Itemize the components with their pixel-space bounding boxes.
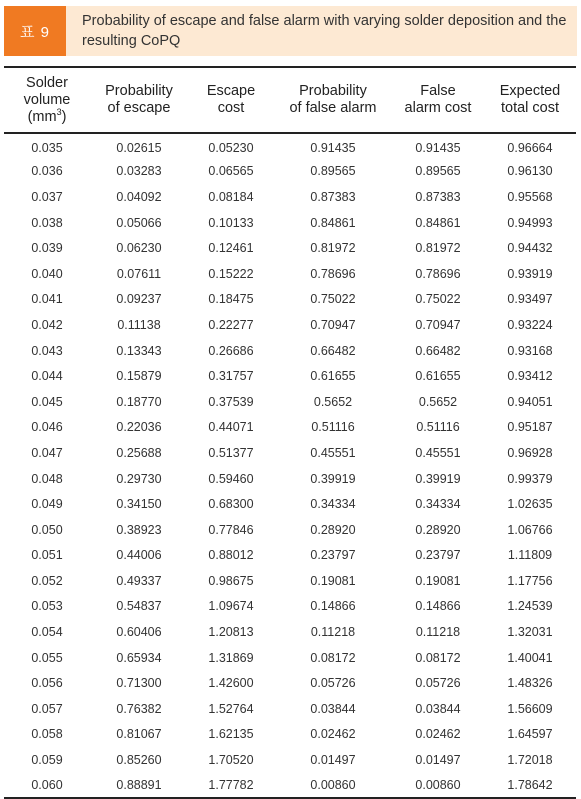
cell-false-alarm-cost: 0.23797 xyxy=(415,548,461,563)
table-row xyxy=(4,261,576,287)
cell-expected-total-cost: 0.95568 xyxy=(507,189,553,204)
header-false-alarm-cost: False alarm cost xyxy=(404,83,472,116)
table-row xyxy=(4,670,576,696)
cell-false-alarm-cost: 0.51116 xyxy=(416,420,460,435)
cell-escape-cost: 1.52764 xyxy=(208,701,254,716)
header-solder-volume: Solder volume $(mm^3)$ xyxy=(23,74,71,125)
cell-expected-total-cost: 0.93919 xyxy=(507,266,553,281)
cell-expected-total-cost: 0.96664 xyxy=(507,141,553,156)
cell-expected-total-cost: 1.40041 xyxy=(507,650,553,665)
header-expected-total-cost: Expected total cost xyxy=(499,83,561,116)
cell-expected-total-cost: 1.56609 xyxy=(507,701,553,716)
cell-probability-of-escape: 0.81067 xyxy=(116,727,162,742)
cell-false-alarm-cost: 0.61655 xyxy=(415,369,461,384)
cell-solder-volume: 0.056 xyxy=(31,676,63,691)
cell-solder-volume: 0.057 xyxy=(31,701,63,716)
cell-probability-of-escape: 0.25688 xyxy=(116,445,162,460)
cell-false-alarm-cost: 0.81972 xyxy=(415,241,461,256)
cell-solder-volume: 0.055 xyxy=(31,650,63,665)
cell-solder-volume: 0.054 xyxy=(31,625,63,640)
cell-expected-total-cost: 0.96130 xyxy=(507,164,553,179)
cell-probability-of-escape: 0.85260 xyxy=(116,753,162,768)
cell-probability-of-escape: 0.60406 xyxy=(116,625,162,640)
cell-escape-cost: 1.77782 xyxy=(208,778,254,793)
cell-escape-cost: 1.31869 xyxy=(208,650,254,665)
cell-solder-volume: 0.044 xyxy=(31,369,63,384)
cell-solder-volume: 0.036 xyxy=(31,164,63,179)
cell-expected-total-cost: 1.06766 xyxy=(507,522,553,537)
table-row xyxy=(4,312,576,338)
table-title: Probability of escape and false alarm with varying solder deposition and the resulting CoPQ xyxy=(82,13,567,49)
cell-false-alarm-cost: 0.34334 xyxy=(415,497,461,512)
cell-escape-cost: 0.06565 xyxy=(208,164,254,179)
cell-escape-cost: 0.05230 xyxy=(208,141,254,156)
table-row xyxy=(4,594,576,620)
cell-solder-volume: 0.060 xyxy=(31,778,63,793)
cell-escape-cost: 0.77846 xyxy=(208,522,254,537)
cell-probability-of-escape: 0.13343 xyxy=(116,343,162,358)
cell-probability-of-false-alarm: 0.70947 xyxy=(310,317,356,332)
header-escape-cost: Escape cost xyxy=(206,83,256,116)
cell-solder-volume: 0.048 xyxy=(31,471,63,486)
cell-probability-of-escape: 0.29730 xyxy=(116,471,162,486)
cell-probability-of-escape: 0.07611 xyxy=(116,266,162,281)
table-row xyxy=(4,543,576,569)
cell-probability-of-escape: 0.71300 xyxy=(116,676,162,691)
cell-solder-volume: 0.038 xyxy=(31,215,63,230)
cell-probability-of-escape: 0.22036 xyxy=(116,420,162,435)
cell-expected-total-cost: 1.11809 xyxy=(507,548,553,563)
cell-probability-of-escape: 0.44006 xyxy=(116,548,162,563)
cell-solder-volume: 0.058 xyxy=(31,727,63,742)
cell-solder-volume: 0.043 xyxy=(31,343,63,358)
cell-escape-cost: 1.70520 xyxy=(208,753,254,768)
cell-solder-volume: 0.052 xyxy=(31,573,63,588)
cell-probability-of-false-alarm: 0.5652 xyxy=(313,394,353,409)
cell-false-alarm-cost: 0.00860 xyxy=(415,778,461,793)
cell-solder-volume: 0.046 xyxy=(31,420,63,435)
cell-solder-volume: 0.045 xyxy=(31,394,63,409)
table-row xyxy=(4,722,576,748)
cell-false-alarm-cost: 0.14866 xyxy=(415,599,461,614)
cell-probability-of-false-alarm: 0.08172 xyxy=(310,650,356,665)
cell-probability-of-escape: 0.76382 xyxy=(116,701,162,716)
cell-probability-of-false-alarm: 0.75022 xyxy=(310,292,356,307)
cell-escape-cost: 1.62135 xyxy=(208,727,254,742)
cell-expected-total-cost: 0.94051 xyxy=(507,394,553,409)
cell-expected-total-cost: 1.17756 xyxy=(507,573,553,588)
cell-false-alarm-cost: 0.11218 xyxy=(415,625,461,640)
cell-probability-of-false-alarm: 0.89565 xyxy=(310,164,356,179)
cell-expected-total-cost: 1.02635 xyxy=(507,497,553,512)
cell-expected-total-cost: 1.48326 xyxy=(507,676,553,691)
cell-probability-of-false-alarm: 0.28920 xyxy=(310,522,356,537)
cell-escape-cost: 0.44071 xyxy=(208,420,254,435)
cell-probability-of-false-alarm: 0.34334 xyxy=(310,497,356,512)
cell-expected-total-cost: 0.93168 xyxy=(507,343,553,358)
cell-expected-total-cost: 1.64597 xyxy=(507,727,553,742)
cell-escape-cost: 0.68300 xyxy=(208,497,254,512)
table-row xyxy=(4,491,576,517)
cell-probability-of-false-alarm: 0.05726 xyxy=(310,676,356,691)
cell-false-alarm-cost: 0.87383 xyxy=(415,189,461,204)
cell-escape-cost: 0.08184 xyxy=(208,189,254,204)
cell-false-alarm-cost: 0.08172 xyxy=(415,650,461,665)
cell-expected-total-cost: 0.95187 xyxy=(507,420,553,435)
cell-probability-of-escape: 0.38923 xyxy=(116,522,162,537)
cell-false-alarm-cost: 0.01497 xyxy=(415,753,461,768)
cell-probability-of-false-alarm: 0.19081 xyxy=(310,573,356,588)
cell-escape-cost: 1.20813 xyxy=(208,625,254,640)
cell-solder-volume: 0.037 xyxy=(31,189,63,204)
cell-expected-total-cost: 0.93224 xyxy=(507,317,553,332)
cell-probability-of-false-alarm: 0.91435 xyxy=(310,141,356,156)
cell-false-alarm-cost: 0.5652 xyxy=(418,394,458,409)
cell-escape-cost: 0.26686 xyxy=(208,343,254,358)
cell-probability-of-false-alarm: 0.39919 xyxy=(310,471,356,486)
cell-solder-volume: 0.051 xyxy=(31,548,63,563)
cell-probability-of-escape: 0.54837 xyxy=(116,599,162,614)
cell-expected-total-cost: 0.93412 xyxy=(507,369,553,384)
cell-probability-of-escape: 0.05066 xyxy=(116,215,162,230)
cell-probability-of-false-alarm: 0.66482 xyxy=(310,343,356,358)
cell-probability-of-escape: 0.34150 xyxy=(116,497,162,512)
cell-false-alarm-cost: 0.03844 xyxy=(415,701,461,716)
table-row xyxy=(4,773,576,799)
table-row xyxy=(4,389,576,415)
cell-probability-of-false-alarm: 0.14866 xyxy=(310,599,356,614)
table-row xyxy=(4,568,576,594)
cell-escape-cost: 0.15222 xyxy=(208,266,254,281)
cell-expected-total-cost: 0.94993 xyxy=(507,215,553,230)
table-body xyxy=(4,133,576,798)
table-row xyxy=(4,466,576,492)
cell-escape-cost: 0.59460 xyxy=(208,471,254,486)
cell-escape-cost: 0.51377 xyxy=(208,445,254,460)
cell-expected-total-cost: 1.32031 xyxy=(507,625,553,640)
cell-false-alarm-cost: 0.78696 xyxy=(415,266,461,281)
cell-probability-of-escape: 0.09237 xyxy=(116,292,162,307)
header-probability-of-false-alarm: Probability of false alarm xyxy=(289,83,377,116)
cell-escape-cost: 1.09674 xyxy=(208,599,254,614)
cell-probability-of-false-alarm: 0.11218 xyxy=(310,625,356,640)
cell-expected-total-cost: 1.72018 xyxy=(507,753,553,768)
table-row xyxy=(4,696,576,722)
cell-probability-of-escape: 0.06230 xyxy=(116,241,162,256)
cell-false-alarm-cost: 0.91435 xyxy=(415,141,461,156)
table-row xyxy=(4,415,576,441)
table-caption xyxy=(0,0,581,59)
table-row xyxy=(4,440,576,466)
cell-probability-of-escape: 0.15879 xyxy=(116,369,162,384)
table-row xyxy=(4,159,576,185)
cell-probability-of-escape: 0.04092 xyxy=(116,189,162,204)
table-row xyxy=(4,517,576,543)
table-row xyxy=(4,133,576,159)
header-row xyxy=(4,67,576,133)
cell-expected-total-cost: 0.94432 xyxy=(507,241,553,256)
table-row xyxy=(4,747,576,773)
cell-solder-volume: 0.039 xyxy=(31,241,63,256)
table-header xyxy=(4,67,576,133)
cell-solder-volume: 0.053 xyxy=(31,599,63,614)
table-row xyxy=(4,363,576,389)
cell-probability-of-escape: 0.03283 xyxy=(116,164,162,179)
cell-false-alarm-cost: 0.45551 xyxy=(415,445,461,460)
cell-probability-of-escape: 0.02615 xyxy=(116,141,162,156)
cell-probability-of-false-alarm: 0.03844 xyxy=(310,701,356,716)
cell-false-alarm-cost: 0.39919 xyxy=(415,471,461,486)
table-row xyxy=(4,645,576,671)
cell-false-alarm-cost: 0.75022 xyxy=(415,292,461,307)
cell-escape-cost: 1.42600 xyxy=(208,676,254,691)
cell-false-alarm-cost: 0.84861 xyxy=(415,215,461,230)
caption-box xyxy=(66,6,577,56)
cell-probability-of-false-alarm: 0.87383 xyxy=(310,189,356,204)
cell-expected-total-cost: 1.78642 xyxy=(507,778,553,793)
cell-probability-of-false-alarm: 0.84861 xyxy=(310,215,356,230)
cell-expected-total-cost: 0.93497 xyxy=(507,292,553,307)
cell-solder-volume: 0.047 xyxy=(31,445,63,460)
cost-table xyxy=(4,66,576,799)
cell-escape-cost: 0.12461 xyxy=(208,241,254,256)
cell-solder-volume: 0.049 xyxy=(31,497,63,512)
cell-probability-of-false-alarm: 0.81972 xyxy=(310,241,356,256)
table-row xyxy=(4,210,576,236)
cell-probability-of-false-alarm: 0.00860 xyxy=(310,778,356,793)
cell-probability-of-escape: 0.11138 xyxy=(117,317,161,332)
cell-probability-of-escape: 0.18770 xyxy=(116,394,162,409)
cell-solder-volume: 0.040 xyxy=(31,266,63,281)
table-number-badge: 표 9 xyxy=(4,6,66,56)
table-row xyxy=(4,184,576,210)
cell-probability-of-false-alarm: 0.78696 xyxy=(310,266,356,281)
cell-expected-total-cost: 0.96928 xyxy=(507,445,553,460)
cell-probability-of-false-alarm: 0.01497 xyxy=(310,753,356,768)
cell-expected-total-cost: 1.24539 xyxy=(507,599,553,614)
cell-false-alarm-cost: 0.70947 xyxy=(415,317,461,332)
cell-probability-of-escape: 0.65934 xyxy=(116,650,162,665)
cell-probability-of-false-alarm: 0.61655 xyxy=(310,369,356,384)
cell-escape-cost: 0.31757 xyxy=(208,369,254,384)
cell-escape-cost: 0.18475 xyxy=(208,292,254,307)
table-row xyxy=(4,338,576,364)
cell-probability-of-false-alarm: 0.02462 xyxy=(310,727,356,742)
cell-escape-cost: 0.37539 xyxy=(208,394,254,409)
table-row xyxy=(4,619,576,645)
header-probability-of-escape: Probability of escape xyxy=(105,83,173,116)
cell-false-alarm-cost: 0.28920 xyxy=(415,522,461,537)
cell-expected-total-cost: 0.99379 xyxy=(507,471,553,486)
cell-solder-volume: 0.041 xyxy=(31,292,63,307)
cell-false-alarm-cost: 0.02462 xyxy=(415,727,461,742)
cell-escape-cost: 0.98675 xyxy=(208,573,254,588)
cell-probability-of-escape: 0.49337 xyxy=(116,573,162,588)
cell-probability-of-false-alarm: 0.23797 xyxy=(310,548,356,563)
cell-false-alarm-cost: 0.05726 xyxy=(415,676,461,691)
cell-solder-volume: 0.042 xyxy=(31,317,63,332)
cell-escape-cost: 0.88012 xyxy=(208,548,254,563)
table-row xyxy=(4,235,576,261)
cell-solder-volume: 0.059 xyxy=(31,753,63,768)
cell-probability-of-escape: 0.88891 xyxy=(116,778,162,793)
cell-solder-volume: 0.050 xyxy=(31,522,63,537)
cell-escape-cost: 0.10133 xyxy=(208,215,254,230)
cell-escape-cost: 0.22277 xyxy=(208,317,254,332)
cell-false-alarm-cost: 0.19081 xyxy=(415,573,461,588)
table-row xyxy=(4,287,576,313)
cell-probability-of-false-alarm: 0.51116 xyxy=(311,420,355,435)
cell-solder-volume: 0.035 xyxy=(31,141,63,156)
cell-false-alarm-cost: 0.66482 xyxy=(415,343,461,358)
cell-probability-of-false-alarm: 0.45551 xyxy=(310,445,356,460)
cell-false-alarm-cost: 0.89565 xyxy=(415,164,461,179)
